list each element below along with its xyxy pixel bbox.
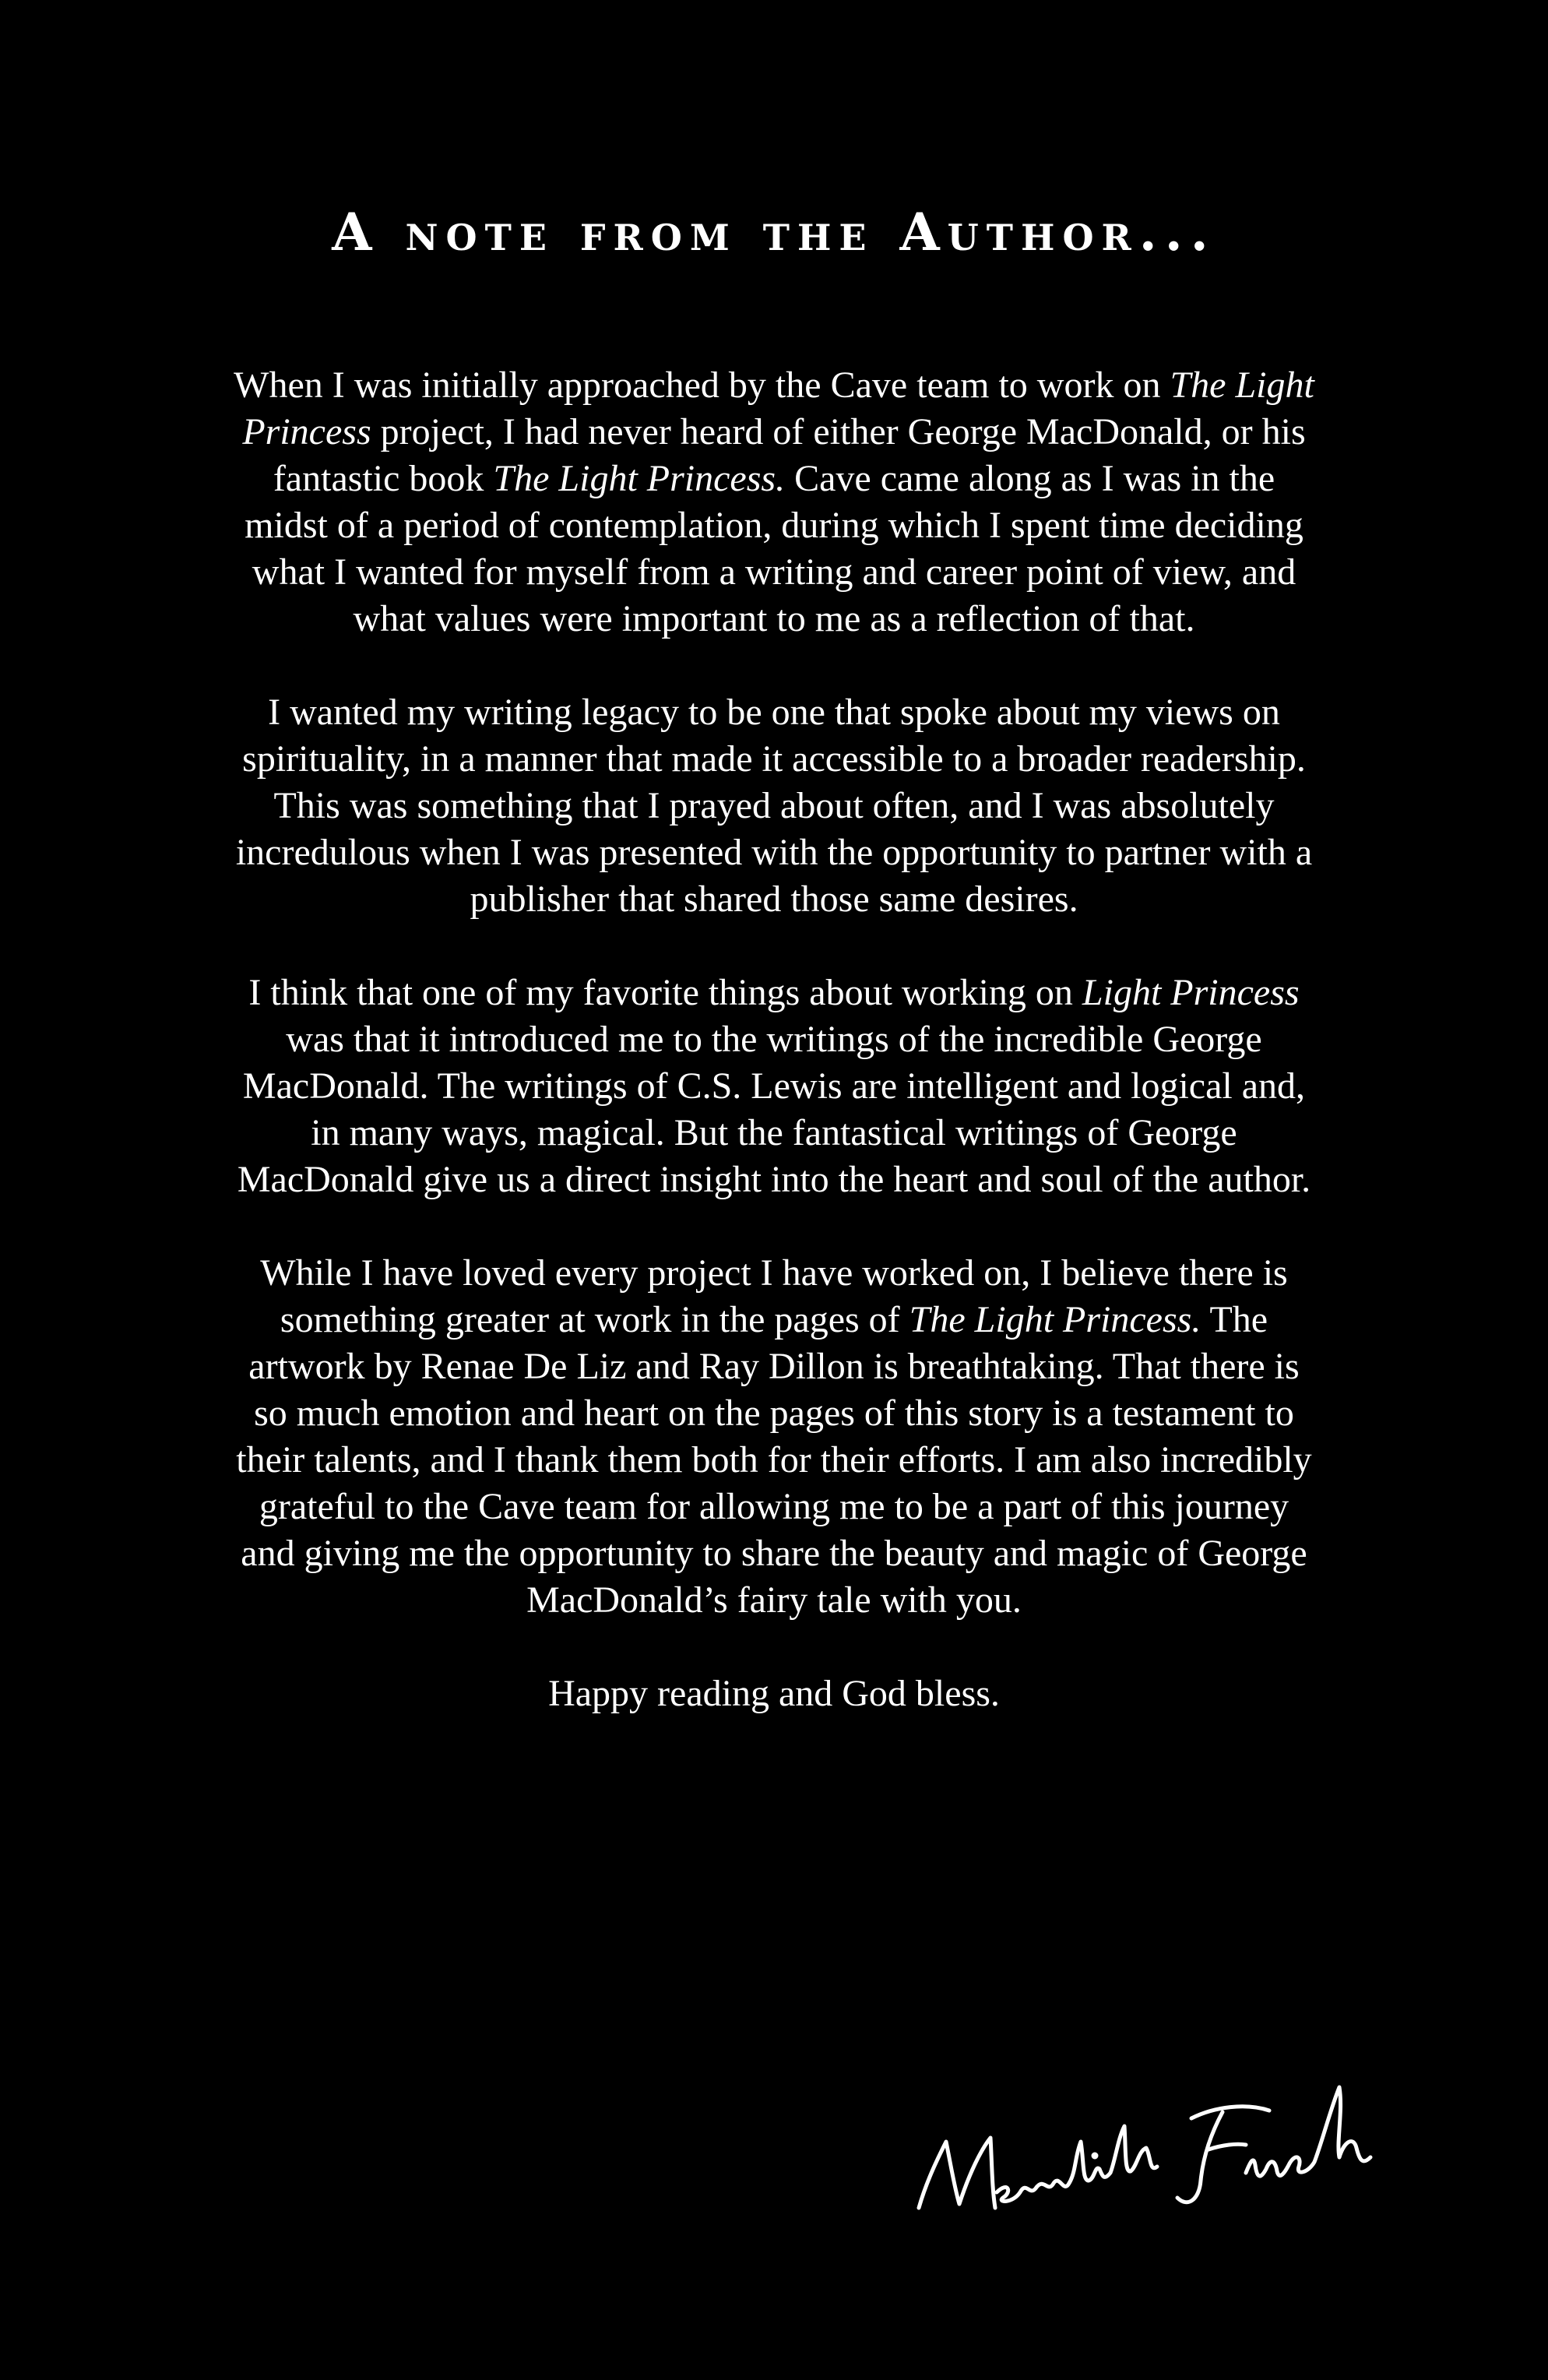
closing-line: Happy reading and God bless.	[548, 1673, 1000, 1714]
p3-text-a: I think that one of my favorite things about working on	[248, 972, 1082, 1013]
p1-book-title-1: The Light Princess	[242, 364, 1314, 452]
p1-text-a: When I was initially approached by the Cave team to work on	[234, 364, 1170, 406]
signature-graphic	[903, 2064, 1386, 2220]
p1-text-e: Cave came along as I was in the midst of a period of contemplation, during which I spent time deciding what I wanted for myself from a writing and career point of view, and what values were important to me as a reflection of that.	[245, 458, 1303, 639]
paragraph-2: I wanted my writing legacy to be one that spoke about my views on spirituality, in a manner that made it accessible to a broader readership. This was something that I prayed about often, and I was absolutely incredulous when I was presented with the opportunity to partner with a publisher that shared those same desires.	[235, 692, 1313, 920]
p1-book-title-2: The Light Princess.	[493, 458, 786, 499]
page-title: A note from the Author...	[332, 202, 1216, 262]
paragraph-1	[234, 362, 1314, 643]
paragraph-4	[234, 1250, 1314, 1624]
paragraph-3	[234, 970, 1314, 1203]
p4-text-c: The artwork by Renae De Liz and Ray Dillon is breathtaking. That there is so much emotion and heart on the pages of this story is a testament to their talents, and I thank them both for their efforts. I am also incredibly grateful to the Cave team for allowing me to be a part of this journey and giving me the opportunity to share the beauty and magic of George MacDonald’s fairy tale with you.	[236, 1299, 1312, 1621]
p4-text-a: While I have loved every project I have worked on, I believe there is something greater at work in the pages of	[260, 1252, 1288, 1340]
p1-text-c: project, I had never heard of either George MacDonald, or his fantastic book	[273, 411, 1306, 499]
note-body	[234, 362, 1314, 1764]
p3-text-c: was that it introduced me to the writings of the incredible George MacDonald. The writings of C.S. Lewis are intelligent and logical and, in many ways, magical. But the fantastical writings of George MacDonald give us a direct insight into the heart and soul of the author.	[237, 1019, 1311, 1200]
p4-book-title: The Light Princess.	[909, 1299, 1201, 1340]
p3-book-title: Light Princess	[1082, 972, 1300, 1013]
author-signature	[903, 2064, 1386, 2220]
